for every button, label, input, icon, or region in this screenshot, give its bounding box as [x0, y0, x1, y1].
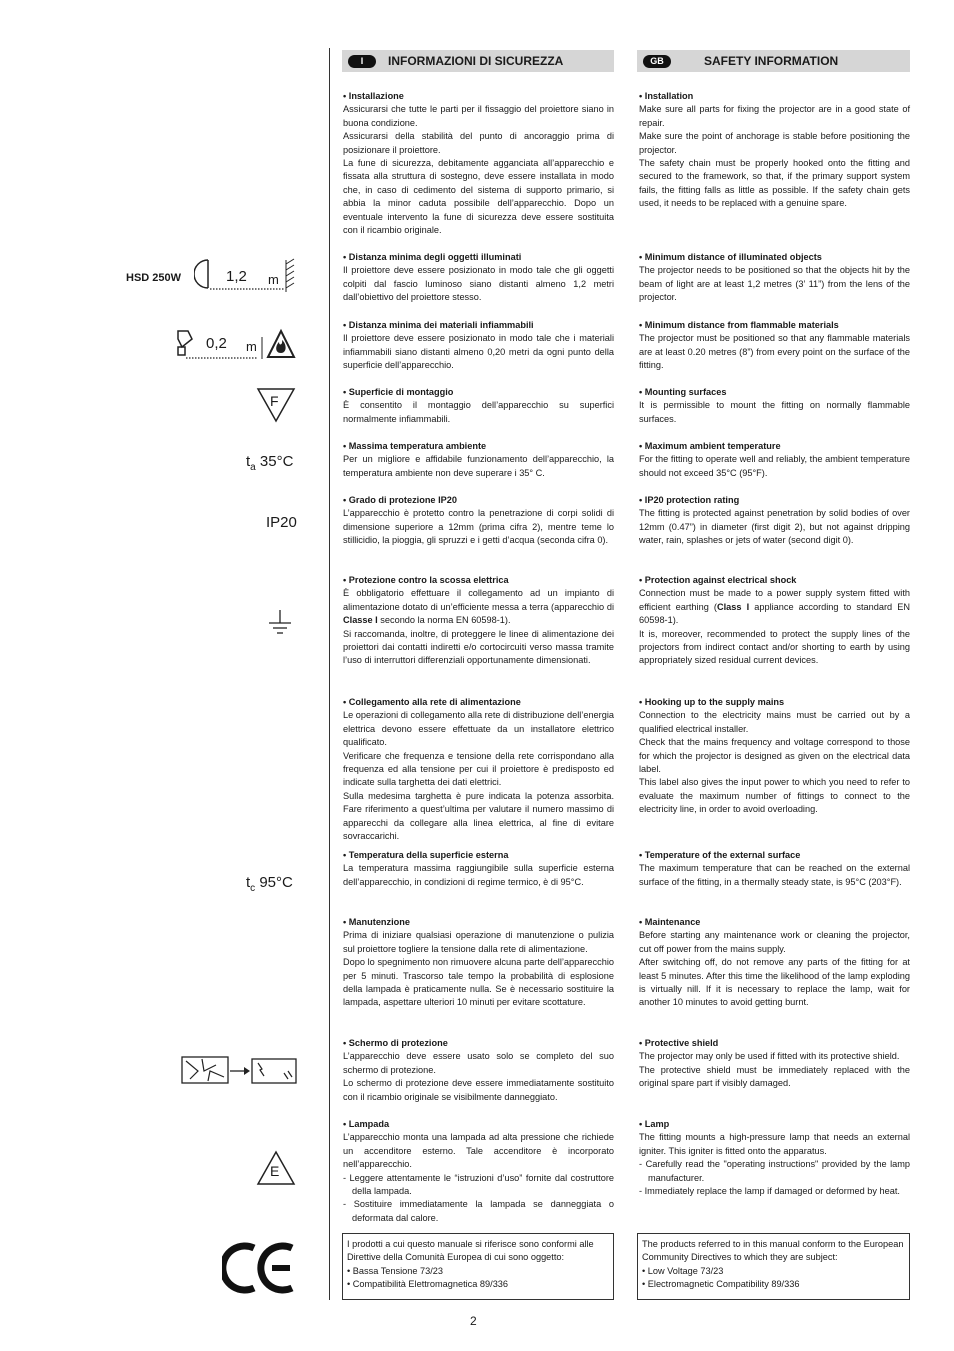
- gb-header: [637, 50, 910, 72]
- it-section-0: [343, 90, 614, 237]
- section-paragraph: Before starting any maintenance work or cleaning the projector, cut off power from the mains supply.: [639, 930, 910, 954]
- section-heading: • Lampada: [343, 1119, 390, 1129]
- section-paragraph: After switching off, do not remove any parts of the fitting for at least 5 minutes. After this time the likelihood of the lamp exploding is virtually nill. If it is necessary to replace the lamp, wait for another 10 minutes to avoid getting burnt.: [639, 957, 910, 1008]
- gb-section-8: [639, 849, 910, 889]
- section-heading: • Distanza minima degli oggetti illuminati: [343, 252, 522, 262]
- it-section-8: [343, 849, 614, 889]
- section-paragraph: Lo schermo di protezione deve essere immediatamente sostituito con il ricambio originale se visibilmente danneggiato.: [343, 1078, 614, 1102]
- section-paragraph: L’apparecchio monta una lampada ad alta pressione che richiede un accenditore esterno. Tale accenditore è incorporato nell’apparecchio.: [343, 1132, 614, 1170]
- ta-symbol: t: [246, 453, 251, 470]
- it-language-badge: I: [348, 55, 376, 68]
- ta-subscript: a: [250, 462, 256, 473]
- earth-ground-icon: [266, 609, 294, 637]
- section-paragraph: Le operazioni di collegamento alla rete di distribuzione dell’energia elettrica devono essere effettuate da un installatore elettrico qualificato.: [343, 710, 614, 748]
- section-paragraph: La temperatura massima raggiungibile sulla superficie esterna dell’apparecchio, in condizioni di regime termico, è di 95°C.: [343, 863, 614, 887]
- gb-section-7: [639, 696, 910, 817]
- section-heading: • Protection against electrical shock: [639, 575, 797, 585]
- it-section-11: [343, 1118, 614, 1225]
- section-heading: • Temperature of the external surface: [639, 850, 801, 860]
- section-paragraph: Prima di iniziare qualsiasi operazione di manutenzione o pulizia sul proiettore togliere la tensione dalla rete di alimentazione.: [343, 930, 614, 954]
- ce-box-intro: I prodotti a cui questo manuale si riferisce sono conformi alle Direttive della Comunità Europea di cui sono oggetto:: [347, 1239, 594, 1263]
- ambient-temperature-label: [246, 453, 293, 473]
- ce-box-directive: • Electromagnetic Compatibility 89/336: [642, 1279, 800, 1290]
- ip-rating-label: IP20: [266, 514, 297, 531]
- section-heading: • Installazione: [343, 91, 404, 101]
- section-heading: • Installation: [639, 91, 694, 101]
- section-heading: • Superficie di montaggio: [343, 387, 454, 397]
- section-heading: • Protezione contro la scossa elettrica: [343, 575, 509, 585]
- section-bullet-item: - Carefully read the "operating instructions" provided by the lamp manufacturer.: [639, 1159, 910, 1183]
- section-paragraph: Assicurarsi della stabilità del punto di ancoraggio prima di posizionare il proiettore.: [343, 131, 614, 155]
- it-section-6: [343, 574, 614, 668]
- section-heading: • Lamp: [639, 1119, 670, 1129]
- section-heading: • Maximum ambient temperature: [639, 441, 781, 451]
- section-paragraph: The projector must be positioned so that any flammable materials are at least 0.20 metres (8”) from every point on the surface of the fitting.: [639, 333, 910, 371]
- section-paragraph: Per un migliore e affidabile funzionamento dell’apparecchio, la temperatura ambiente non deve superare i 35° C.: [343, 454, 614, 478]
- section-paragraph: It is, moreover, recommended to protect the supply lines of the projectors from indirect contact and/or shorting to earth by using appropriately sized residual current devices.: [639, 628, 910, 666]
- flammable-distance-unit: m: [246, 339, 257, 354]
- it-section-4: [343, 440, 614, 480]
- section-paragraph: L’apparecchio deve essere usato solo se completo del suo schermo di protezione.: [343, 1051, 614, 1075]
- section-paragraph: Verificare che frequenza e tensione della rete corrispondano alla frequenza ed alla tensione per cui il proiettore è predisposto ed indicate sulla targhetta dei dati elettrici.: [343, 750, 614, 788]
- section-paragraph: The maximum temperature that can be reached on the external surface of the fitting, in a thermally steady state, is 95°C (203°F).: [639, 863, 910, 887]
- gb-section-10: [639, 1037, 910, 1091]
- gb-section-11: [639, 1118, 910, 1198]
- section-paragraph: The projector may only be used if fitted with its protective shield.: [639, 1051, 900, 1062]
- surface-temperature-label: [246, 874, 293, 894]
- section-paragraph: Connection to the electricity mains must be carried out by a qualified electrical installer.: [639, 710, 910, 734]
- gb-section-2: [639, 319, 910, 373]
- section-paragraph: Si raccomanda, inoltre, di proteggere le linee di alimentazione dei proiettori dai contatti indiretti e/o cortocircuiti verso massa tramite l’uso di interruttori differenziali opportunamente dimensionati.: [343, 628, 614, 666]
- gb-section-0: [639, 90, 910, 211]
- it-section-7: [343, 696, 614, 843]
- section-heading: • Schermo di protezione: [343, 1038, 448, 1048]
- section-heading: • Hooking up to the supply mains: [639, 697, 785, 707]
- flammable-distance-value: 0,2: [206, 335, 227, 352]
- it-section-10: [343, 1037, 614, 1104]
- section-paragraph: The safety chain must be properly hooked onto the fitting and secured to the framework, so that, if the primary support system fails, the fitting falls as little as possible. If the safety chain gets used, it needs to be replaced with a genuine spare.: [639, 158, 910, 209]
- gb-section-9: [639, 916, 910, 1010]
- gb-section-1: [639, 251, 910, 305]
- section-paragraph: Assicurarsi che tutte le parti per il fissaggio del proiettore siano in buona condizione.: [343, 104, 614, 128]
- lamp-warning-letter: E: [270, 1163, 280, 1179]
- section-heading: • Collegamento alla rete di alimentazione: [343, 697, 521, 707]
- section-paragraph: L’apparecchio è protetto contro la penetrazione di corpi solidi di dimensione superiore a 12mm (prima cifra 2), mentre teme lo stillicidio, la pioggia, gli spruzzi e i getti d’acqua (seconda cifra 0).: [343, 508, 614, 546]
- section-heading: • IP20 protection rating: [639, 495, 740, 505]
- section-paragraph: Il proiettore deve essere posizionato in modo tale che gli oggetti colpiti dal fascio luminoso siano distanti almeno 1,2 metri dall’obiettivo del proiettore stesso.: [343, 265, 614, 303]
- section-paragraph: The fitting mounts a high-pressure lamp that needs an external igniter. This igniter is fitted onto the apparatus.: [639, 1132, 910, 1156]
- section-paragraph: Il proiettore deve essere posizionato in modo tale che i materiali infiammabili siano distanti almeno 0,20 metri da ogni punto della superficie dell’apparecchio.: [343, 333, 614, 371]
- section-heading: • Minimum distance from flammable materials: [639, 320, 839, 330]
- tc-value: 95°C: [255, 874, 293, 891]
- section-heading: • Minimum distance of illuminated objects: [639, 252, 822, 262]
- section-paragraph: For the fitting to operate well and reliably, the ambient temperature should not exceed 35°C (95°F).: [639, 454, 910, 478]
- it-ce-compliance-box: [342, 1233, 614, 1300]
- gb-section-3: [639, 386, 910, 426]
- page-number: 2: [470, 1314, 477, 1328]
- tc-subscript: c: [250, 883, 256, 894]
- section-heading: • Manutenzione: [343, 917, 411, 927]
- ce-mark-icon: [222, 1242, 296, 1294]
- it-header: [342, 50, 614, 72]
- section-bullet-list: [639, 1158, 910, 1198]
- gb-ce-compliance-box: [637, 1233, 910, 1300]
- section-paragraph: È consentito il montaggio dell’apparecchio su superfici normalmente infiammabili.: [343, 400, 614, 424]
- it-section-5: [343, 494, 614, 548]
- gb-section-4: [639, 440, 910, 480]
- section-heading: • Grado di protezione IP20: [343, 495, 457, 505]
- section-paragraph: Check that the mains frequency and voltage correspond to those for which the projector is designed as given on the electrical data label.: [639, 737, 910, 775]
- gb-language-badge: GB: [643, 55, 671, 68]
- section-paragraph: È obbligatorio effettuare il collegamento ad un impianto di alimentazione dotato di un’efficiente messa a terra (apparecchio di Classe I secondo la norma EN 60598-1).: [343, 588, 614, 626]
- section-paragraph: Make sure the point of anchorage is stable before positioning the projector.: [639, 131, 910, 155]
- section-paragraph: The protective shield must be immediately replaced with the original spare part if visibly damaged.: [639, 1064, 910, 1089]
- section-heading: • Protective shield: [639, 1038, 719, 1048]
- section-paragraph: This label also gives the input power to which you need to refer to evaluate the maximum number of fittings to connect to the electricity line, in order to avoid overloading.: [639, 777, 910, 815]
- section-paragraph: La fune di sicurezza, debitamente agganciata all’apparecchio e fissata alla struttura di sostegno, deve essere installata in modo che, in caso di cedimento del sistema di supporto primario, si abbia la minor caduta possibile dell’apparecchio. Dopo un eventuale intervento la fune di sicurezza deve essere sostituita con il ricambio originale.: [343, 158, 614, 236]
- tc-symbol: t: [246, 874, 251, 891]
- ce-box-directive: • Compatibilità Elettromagnetica 89/336: [347, 1279, 509, 1290]
- ce-box-intro: The products referred to in this manual conform to the European Community Directives to which they are subject:: [642, 1239, 904, 1263]
- illuminated-distance-value: 1,2: [226, 268, 247, 285]
- section-heading: • Massima temperatura ambiente: [343, 441, 487, 451]
- ce-box-directive: • Low Voltage 73/23: [642, 1265, 724, 1276]
- section-paragraph: Connection must be made to a power supply system fitted with efficient earthing (Class I appliance according to standard EN 60598-1).: [639, 588, 910, 626]
- section-bullet-item: - Leggere attentamente le “istruzioni d’uso” fornite dal costruttore della lampada.: [343, 1172, 614, 1197]
- ce-box-directive: • Bassa Tensione 73/23: [347, 1265, 444, 1276]
- gb-header-title: SAFETY INFORMATION: [704, 54, 839, 68]
- section-paragraph: Make sure all parts for fixing the projector are in a good state of repair.: [639, 104, 910, 128]
- it-section-3: [343, 386, 614, 426]
- protective-shield-icon: [180, 1053, 298, 1087]
- gb-section-6: [639, 574, 910, 668]
- section-bullet-item: - Sostituire immediatamente la lampada se danneggiata o deformata dal calore.: [343, 1199, 614, 1223]
- it-section-2: [343, 319, 614, 373]
- section-heading: • Temperatura della superficie esterna: [343, 850, 509, 860]
- column-divider: [329, 48, 330, 1300]
- mounting-surface-letter: F: [270, 393, 279, 409]
- section-bullet-item: - Immediately replace the lamp if damaged or deformed by heat.: [639, 1186, 900, 1197]
- section-paragraph: The projector needs to be positioned so that the objects hit by the beam of light are at least 1,2 metres (3’ 11”) from the lens of the projector.: [639, 265, 910, 303]
- section-heading: • Mounting surfaces: [639, 387, 727, 397]
- it-section-9: [343, 916, 614, 1010]
- flammable-distance-icon: [172, 325, 298, 365]
- section-paragraph: Dopo lo spegnimento non rimuovere alcuna parte dell’apparecchio per 5 minuti. Trascorso tale tempo la probabilità di esplosione della lampada è praticamente nulla. Se è necessario sostituire la lampada, aspettare ulteriori 10 minuti per evitare scottature.: [343, 957, 614, 1008]
- it-section-1: [343, 251, 614, 305]
- ta-value: 35°C: [255, 453, 294, 470]
- section-paragraph: It is permissible to mount the fitting on normally flammable surfaces.: [639, 400, 910, 424]
- section-bullet-list: [343, 1172, 614, 1226]
- illuminated-distance-unit: m: [268, 272, 279, 287]
- section-heading: • Distanza minima dei materiali infiammabili: [343, 320, 534, 330]
- section-heading: • Maintenance: [639, 917, 701, 927]
- section-paragraph: Sulla medesima targhetta è pure indicata la potenza assorbita. Fare riferimento a quest’ultima per valutare il numero massimo di apparecchi da collegare alla linea elettrica, al fine di evitare sovraccarichi.: [343, 790, 614, 842]
- section-paragraph: The fitting is protected against penetration by solid bodies of over 12mm (0.47”) in diameter (first digit 2), but not against dripping water, rain, splashes or jets of water (second digit 0).: [639, 508, 910, 546]
- gb-section-5: [639, 494, 910, 548]
- hsd-label: HSD 250W: [126, 272, 182, 284]
- it-header-title: INFORMAZIONI DI SICUREZZA: [388, 54, 564, 68]
